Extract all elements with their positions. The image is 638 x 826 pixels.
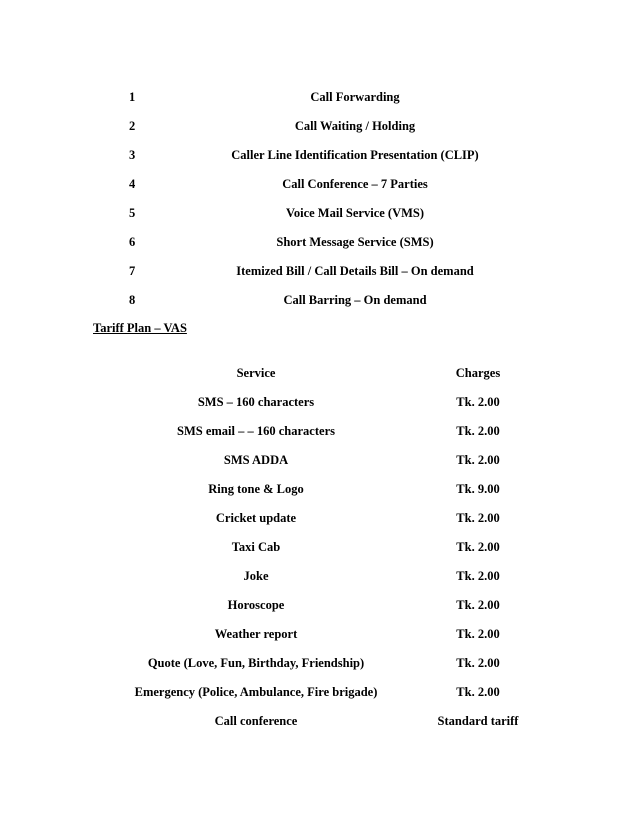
feature-row xyxy=(0,146,638,164)
feature-number: 4 xyxy=(129,177,136,191)
service-charge: Tk. 2.00 xyxy=(456,569,500,583)
service-charge: Tk. 2.00 xyxy=(456,598,500,612)
tariff-row xyxy=(0,422,638,440)
service-name: Ring tone & Logo xyxy=(208,482,304,496)
service-name: Joke xyxy=(243,569,269,583)
feature-name: Itemized Bill / Call Details Bill – On demand xyxy=(236,264,474,278)
service-name: Cricket update xyxy=(215,511,297,525)
service-charge: Tk. 9.00 xyxy=(456,482,500,496)
feature-name: Call Conference – 7 Parties xyxy=(282,177,428,191)
tariff-row xyxy=(0,683,638,701)
service-name: Call conference xyxy=(214,714,298,728)
service-charge: Tk. 2.00 xyxy=(456,511,500,525)
tariff-row xyxy=(0,712,638,730)
column-header-charges: Charges xyxy=(455,366,501,380)
tariff-row xyxy=(0,567,638,585)
feature-number: 5 xyxy=(129,206,136,220)
feature-number: 3 xyxy=(129,148,136,162)
feature-number: 2 xyxy=(129,119,136,133)
tariff-row xyxy=(0,509,638,527)
feature-row xyxy=(0,204,638,222)
feature-row xyxy=(0,117,638,135)
feature-row xyxy=(0,88,638,106)
feature-row xyxy=(0,262,638,280)
feature-name: Short Message Service (SMS) xyxy=(276,235,434,249)
service-charge: Tk. 2.00 xyxy=(456,453,500,467)
service-charge: Tk. 2.00 xyxy=(456,395,500,409)
service-charge: Tk. 2.00 xyxy=(456,424,500,438)
service-name: Quote (Love, Fun, Birthday, Friendship) xyxy=(147,656,365,670)
feature-number: 7 xyxy=(129,264,136,278)
feature-name: Caller Line Identification Presentation (CLIP) xyxy=(231,148,479,162)
service-charge: Tk. 2.00 xyxy=(456,656,500,670)
service-name: SMS – 160 characters xyxy=(197,395,315,409)
feature-row xyxy=(0,233,638,251)
tariff-header-row xyxy=(0,364,638,382)
feature-number: 8 xyxy=(129,293,136,307)
service-name: SMS email – – 160 characters xyxy=(177,424,335,438)
feature-name: Call Waiting / Holding xyxy=(294,119,416,133)
feature-row xyxy=(0,291,638,309)
tariff-row xyxy=(0,625,638,643)
feature-name: Voice Mail Service (VMS) xyxy=(285,206,425,220)
service-name: Emergency (Police, Ambulance, Fire brigade) xyxy=(134,685,378,699)
tariff-row xyxy=(0,596,638,614)
service-charge: Tk. 2.00 xyxy=(456,685,500,699)
tariff-row xyxy=(0,480,638,498)
service-name: Horoscope xyxy=(227,598,285,612)
tariff-row xyxy=(0,451,638,469)
service-charge: Tk. 2.00 xyxy=(456,627,500,641)
service-name: Taxi Cab xyxy=(231,540,281,554)
feature-number: 1 xyxy=(129,90,136,104)
section-heading: Tariff Plan – VAS xyxy=(93,321,187,335)
service-name: Weather report xyxy=(214,627,298,641)
service-charge: Standard tariff xyxy=(437,714,519,728)
feature-row xyxy=(0,175,638,193)
tariff-row xyxy=(0,393,638,411)
tariff-row xyxy=(0,538,638,556)
feature-name: Call Barring – On demand xyxy=(283,293,427,307)
feature-number: 6 xyxy=(129,235,136,249)
service-name: SMS ADDA xyxy=(223,453,289,467)
tariff-row xyxy=(0,654,638,672)
column-header-service: Service xyxy=(236,366,276,380)
service-charge: Tk. 2.00 xyxy=(456,540,500,554)
feature-name: Call Forwarding xyxy=(310,90,400,104)
